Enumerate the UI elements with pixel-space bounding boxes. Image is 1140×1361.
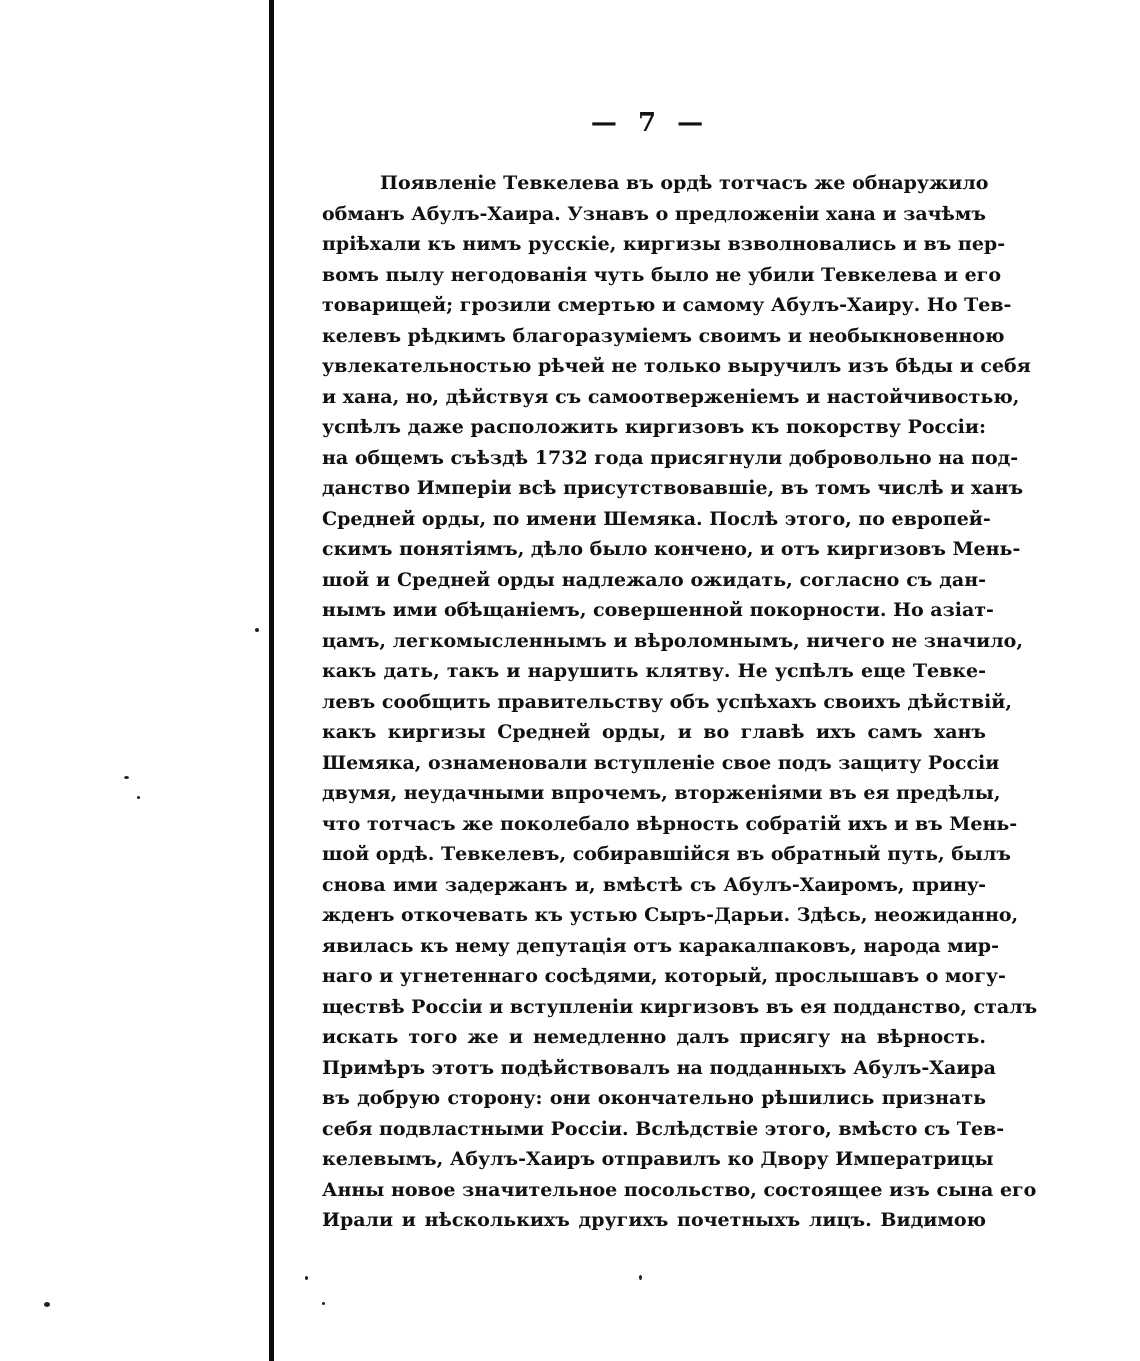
text-line: наго и угнетеннаго сосѣдями, который, прослышавъ о могу- <box>322 965 1006 987</box>
text-line: какъ киргизы Средней орды, и во главѣ ихъ самъ ханъ <box>322 721 986 743</box>
text-line: товарищей; грозили смертью и самому Абулъ-Хаиру. Но Тев- <box>322 294 1012 316</box>
text-line: ществѣ Россіи и вступленіи киргизовъ въ ея подданство, сталъ <box>322 995 1038 1018</box>
text-line: себя подвластными Россіи. Вслѣдствіе этого, вмѣсто съ Тев- <box>322 1117 1005 1140</box>
text-line: явилась къ нему депутація отъ каракалпаковъ, народа мир- <box>322 934 999 957</box>
text-line: шой ордѣ. Тевкелевъ, собиравшійся въ обратный путь, былъ <box>322 843 1011 865</box>
scan-speck <box>322 1302 325 1305</box>
body-text <box>322 168 1038 1236</box>
text-line: Появленіе Тевкелева въ ордѣ тотчасъ же обнаружило <box>380 172 989 194</box>
text-line: Примѣръ этотъ подѣйствовалъ на подданныхъ Абулъ-Хаира <box>322 1056 996 1079</box>
text-line: келевъ рѣдкимъ благоразуміемъ своимъ и необыкновенною <box>322 324 1005 347</box>
text-line: и хана, но, дѣйствуя съ самоотверженіемъ и настойчивостью, <box>322 385 1020 408</box>
text-line: успѣлъ даже расположить киргизовъ къ покорству Россіи: <box>322 416 986 438</box>
text-line: пріѣхали къ нимъ русскіе, киргизы взволновались и въ пер- <box>322 233 1006 255</box>
text-line: искать того же и немедленно далъ присягу на вѣрность. <box>322 1026 986 1048</box>
text-line: Шемяка, ознаменовали вступленіе свое подъ защиту Россіи <box>322 751 1000 774</box>
text-line: какъ дать, такъ и нарушить клятву. Не успѣлъ еще Тевке- <box>322 660 986 682</box>
scan-speck <box>639 1275 642 1280</box>
text-line: левъ сообщить правительству объ успѣхахъ своихъ дѣйствій, <box>322 690 1012 713</box>
text-line: шой и Средней орды надлежало ожидать, согласно съ дан- <box>322 568 986 591</box>
scan-speck <box>137 796 140 799</box>
page-number: — 7 — <box>590 108 710 138</box>
text-line: увлекательностью рѣчей не только выручилъ изъ бѣды и себя <box>322 355 1031 377</box>
scan-speck <box>124 776 129 779</box>
text-line: келевымъ, Абулъ-Хаиръ отправилъ ко Двору Императрицы <box>322 1148 994 1170</box>
scan-speck <box>255 628 259 632</box>
text-line: Средней орды, по имени Шемяка. Послѣ этого, по европей- <box>322 507 991 530</box>
text-line: нымъ ими обѣщаніемъ, совершенной покорности. Но азіат- <box>322 599 994 621</box>
text-line: обманъ Абулъ-Хаира. Узнавъ о предложеніи хана и зачѣмъ <box>322 202 986 225</box>
text-line: снова ими задержанъ и, вмѣстѣ съ Абулъ-Хаиромъ, принy- <box>322 873 986 896</box>
text-line: жденъ откочевать къ устью Сыръ-Дарьи. Здѣсь, неожиданно, <box>322 904 1019 926</box>
text-line: двумя, неудачными впрочемъ, вторженіями въ ея предѣлы, <box>322 782 1001 804</box>
text-line: въ добрую сторону: они окончательно рѣшились признать <box>322 1087 986 1109</box>
text-line: на общемъ съѣздѣ 1732 года присягнули добровольно на под- <box>322 446 1019 469</box>
text-line: Анны новое значительное посольство, состоящее изъ сына его <box>322 1178 1037 1201</box>
scan-speck <box>305 1276 308 1280</box>
text-line: данство Имперіи всѣ присутствовавшіе, въ томъ числѣ и ханъ <box>322 477 1024 499</box>
binding-edge-line <box>269 0 274 1361</box>
text-line: цамъ, легкомысленнымъ и вѣроломнымъ, ничего не значило, <box>322 629 1023 652</box>
text-line: вомъ пылу негодованія чуть было не убили Тевкелева и его <box>322 263 1001 286</box>
text-line: что тотчасъ же поколебало вѣрность собратій ихъ и въ Мень- <box>322 812 1018 835</box>
scan-speck <box>44 1302 50 1307</box>
text-line: Ирали и нѣсколькихъ другихъ почетныхъ лицъ. Видимою <box>322 1209 986 1231</box>
text-line: скимъ понятіямъ, дѣло было кончено, и отъ киргизовъ Мень- <box>322 538 1021 560</box>
